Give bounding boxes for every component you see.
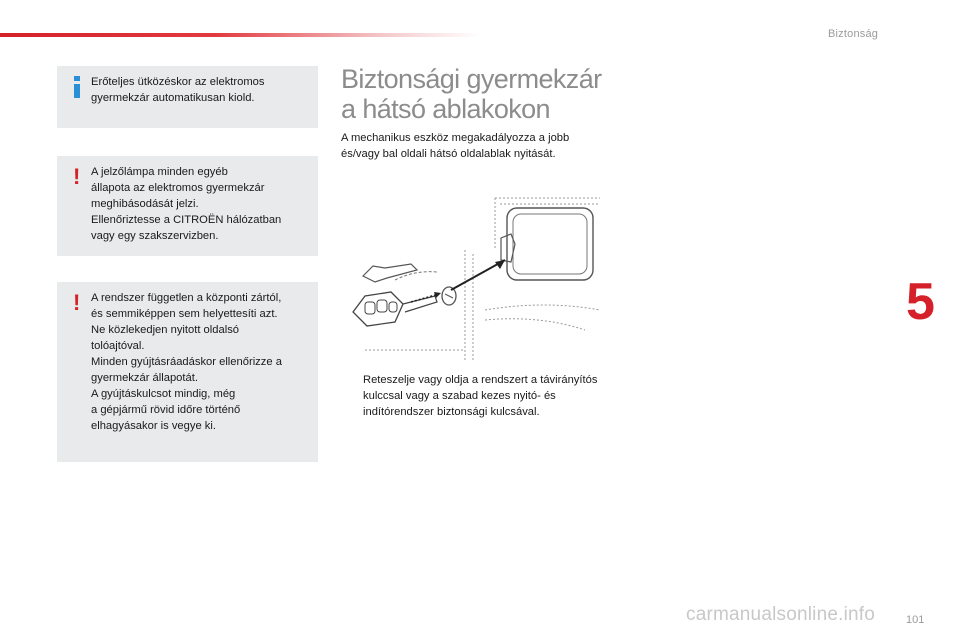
page-heading: Biztonsági gyermekzár a hátsó ablakokon [341,64,602,124]
info-note-text: Erőteljes ütközéskor az elektromos gyermekzár automatikusan kiold. [91,76,265,104]
warning-note-text: A rendszer független a központi zártól, és semmiképpen sem helyettesíti azt. Ne közlekedjen nyitott oldalsó tolóajtóval. Minden gyújtásráadáskor ellenőrizze a gyermekzár állapotát. A gyújtáskulcsot mindig, még a gépjármű rövid időre történő elhagyásakor is vegye ki. [91,292,282,432]
info-note-box [57,66,318,128]
info-icon [73,76,81,98]
warning-note-box [57,156,318,256]
instruction-text: Reteszelje vagy oldja a rendszert a távirányítós kulccsal vagy a szabad kezes nyitó- és indítórendszer biztonsági kulcsával. [363,374,598,418]
warning-icon: ! [73,290,81,315]
chapter-number: 5 [906,273,935,331]
page-number: 101 [906,614,925,626]
warning-icon: ! [73,164,81,189]
warning-note-box [57,282,318,462]
section-title: Biztonság [828,28,879,40]
header-accent-bar [0,33,480,37]
warning-note-text: A jelzőlámpa minden egyéb állapota az elektromos gyermekzár meghibásodását jelzi. Ellenőriztesse a CITROËN hálózatban vagy egy szakszervizben. [91,166,282,242]
intro-paragraph: A mechanikus eszköz megakadályozza a jobb és/vagy bal oldali hátsó oldalablak nyitását. [341,132,570,160]
child-lock-illustration [345,190,603,362]
watermark: carmanualsonline.info [686,604,876,625]
